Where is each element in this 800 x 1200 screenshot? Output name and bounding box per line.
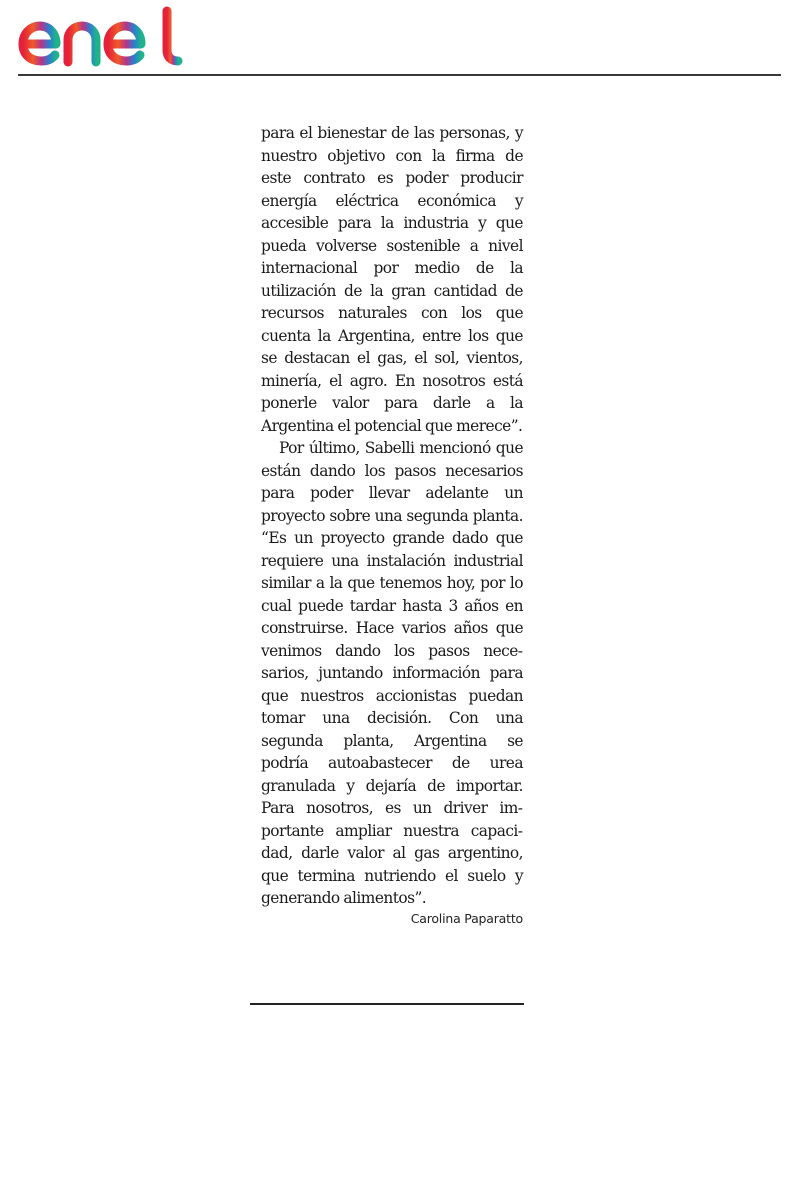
- article-paragraph-1: para el bienestar de las personas, y nuestro objetivo con la firma de este contrato es poder producir energía eléctrica económica y accesible para la industria y que pueda volverse sostenible a nivel internacional por medio de la utilización de la gran cantidad de recursos naturales con los que cuenta la Argentina, entre los que se destacan el gas, el sol, vientos, minería, el agro. En nosotros está ponerle valor para darle a la Argentina el potencial que merece”.: [261, 124, 523, 435]
- article-column: [261, 122, 523, 926]
- header-divider: [18, 74, 781, 76]
- enel-logo: [16, 6, 186, 68]
- article-paragraph-2: Por último, Sabelli mencionó que están dando los pasos necesarios para poder llevar adelante un proyecto sobre una segunda planta. “Es un proyecto grande dado que requiere una instalación industrial similar a la que tenemos hoy, por lo cual puede tardar hasta 3 años en construirse. Hace varios años que venimos dando los pasos necesarios, juntando información para que nuestros accionistas puedan tomar una decisión. Con una segunda planta, Argentina se podría autoabastecer de urea granulada y dejaría de importar. Para nosotros, es un driver importante ampliar nuestra capacidad, darle valor al gas argentino, que termina nutriendo el suelo y generando alimentos”.: [261, 439, 523, 907]
- enel-logo-icon: [16, 6, 186, 68]
- article-end-divider: [250, 1003, 524, 1005]
- article-byline: Carolina Paparatto: [410, 910, 523, 926]
